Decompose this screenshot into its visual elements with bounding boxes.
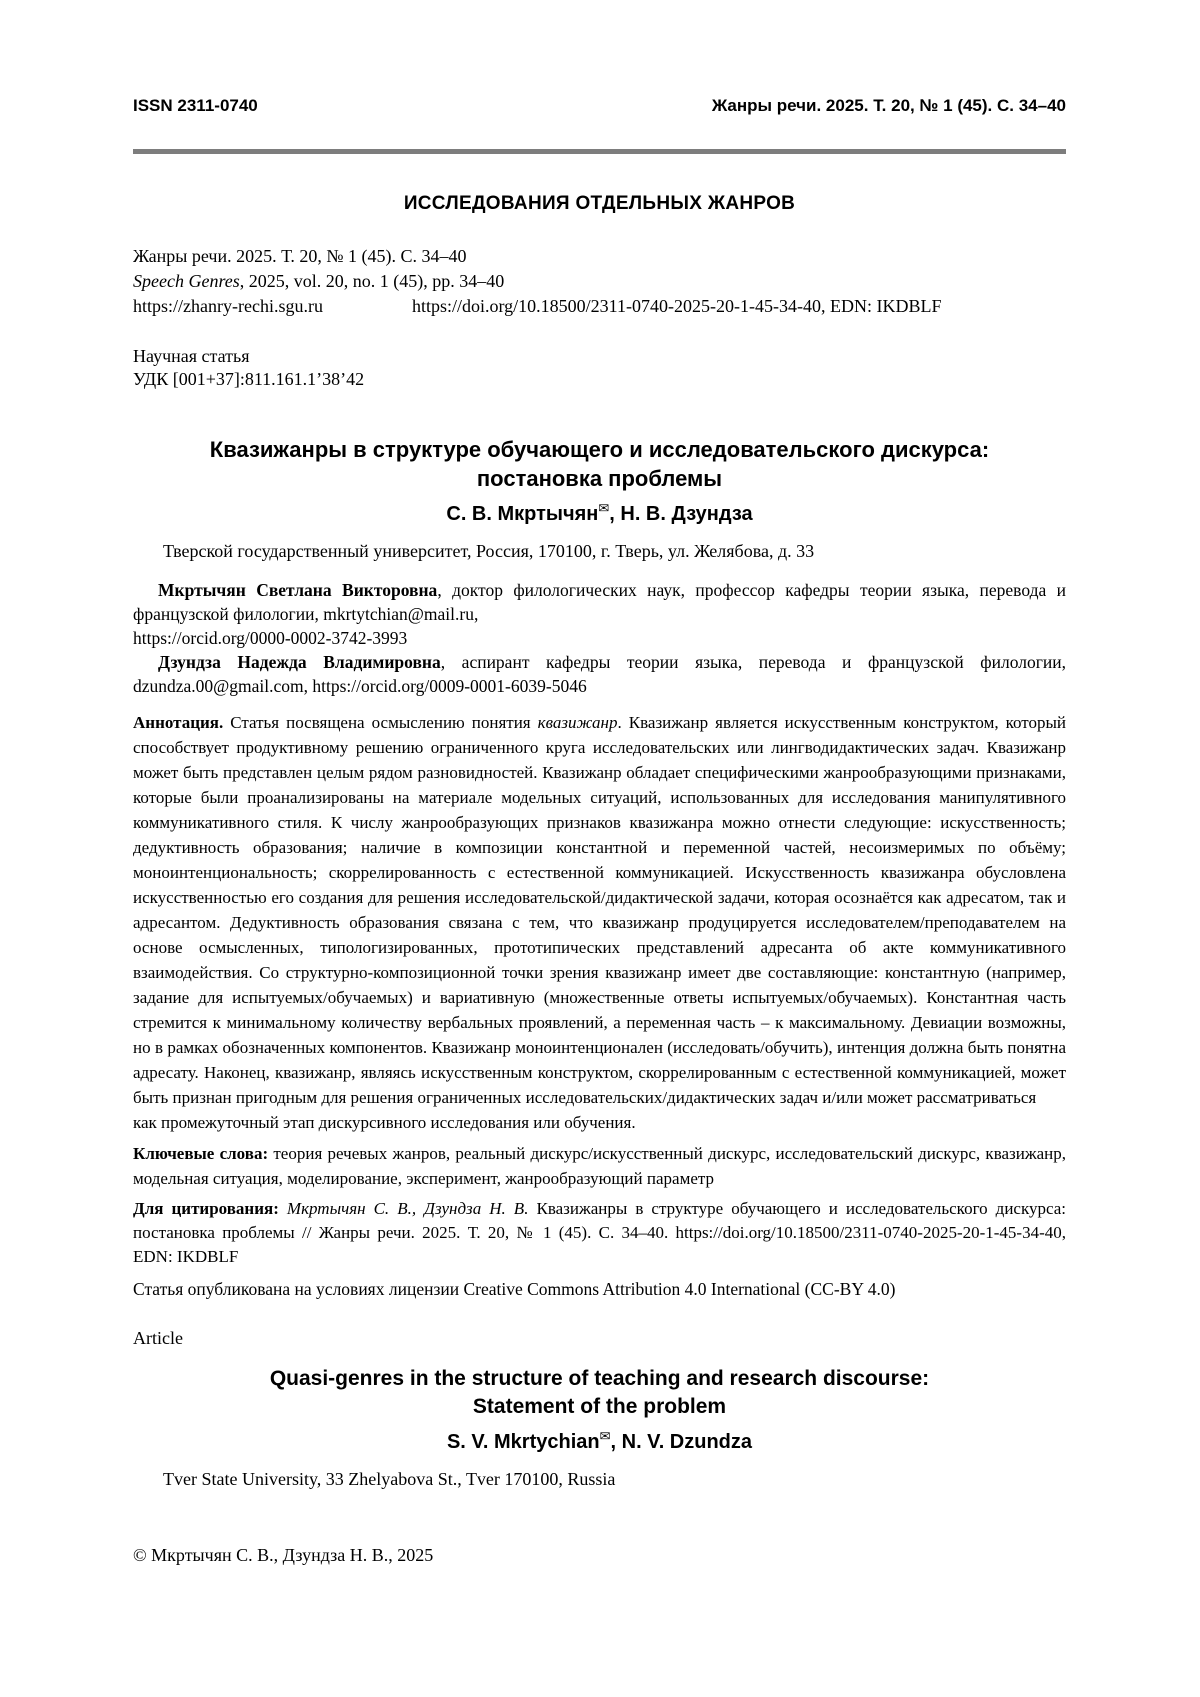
biblio-links xyxy=(133,294,1066,319)
author1-bio xyxy=(133,578,1066,650)
biblio-en-journal: Speech Genres xyxy=(133,271,240,291)
doi-edn: https://doi.org/10.18500/2311-0740-2025-20-1-45-34-40, EDN: IKDBLF xyxy=(412,296,942,316)
author1-bio-info: , доктор филологических наук, профессор кафедры теории языка, перевода и французской филологии, mkrtytchian@mail.ru, xyxy=(133,580,1067,624)
abstract-tail: как промежуточный этап дискурсивного исследования или обучения. xyxy=(133,1113,636,1132)
keywords-text: теория речевых жанров, реальный дискурс/искусственный дискурс, исследовательский дискурс, квазижанр, модельная ситуация, моделирование, эксперимент, жанрообразующий параметр xyxy=(133,1144,1066,1188)
email-icon: ✉ xyxy=(598,501,610,517)
for-citation xyxy=(133,1197,1066,1269)
author2-bio-name: Дзундза Надежда Владимировна xyxy=(158,652,441,672)
article-type-ru: Научная статья xyxy=(133,346,250,366)
author-ru-1: С. В. Мкртычян xyxy=(446,503,599,525)
article-title-ru-line1: Квазижанры в структуре обучающего и исследовательского дискурса: xyxy=(209,437,990,462)
article-authors-en xyxy=(133,1429,1066,1455)
authors-bio-block xyxy=(133,578,1066,698)
article-title-ru xyxy=(133,435,1066,493)
author-en-1: S. V. Mkrtychian xyxy=(446,1431,600,1453)
journal-ref: Жанры речи. 2025. Т. 20, № 1 (45). С. 34–40 xyxy=(711,96,1066,115)
biblio-ru-ref: Жанры речи. 2025. Т. 20, № 1 (45). С. 34–40 xyxy=(133,246,467,266)
email-icon: ✉ xyxy=(599,1429,611,1445)
author2-bio xyxy=(133,650,1066,698)
page-header xyxy=(133,96,1066,116)
article-type-en: Article xyxy=(133,1328,183,1348)
keywords-label: Ключевые слова: xyxy=(133,1144,269,1163)
affiliation-en: Tver State University, 33 Zhelyabova St., Tver 170100, Russia xyxy=(163,1469,616,1489)
article-title-ru-line2: постановка проблемы xyxy=(476,466,723,491)
journal-issn: ISSN 2311-0740 xyxy=(133,96,258,115)
author-ru-2: , Н. В. Дзундза xyxy=(609,503,753,525)
author1-orcid-url: https://orcid.org/0000-0002-3742-3993 xyxy=(133,628,408,648)
affiliation-ru: Тверской государственный университет, Россия, 170100, г. Тверь, ул. Желябова, д. 33 xyxy=(163,541,815,561)
author1-bio-name: Мкртычян Светлана Викторовна xyxy=(158,580,438,600)
for-citation-authors: Мкртычян С. В., Дзундза Н. В. xyxy=(286,1199,529,1218)
abstract xyxy=(133,710,1066,1135)
section-heading: ИССЛЕДОВАНИЯ ОТДЕЛЬНЫХ ЖАНРОВ xyxy=(403,193,796,214)
abstract-term: квазижанр xyxy=(537,713,618,732)
article-title-en xyxy=(133,1365,1066,1421)
abstract-label: Аннотация. xyxy=(133,713,224,732)
article-authors-ru xyxy=(133,501,1066,527)
header-rule xyxy=(133,149,1066,154)
for-citation-text: Квазижанры в структуре обучающего и исследовательского дискурса: постановка проблемы // Жанры речи. 2025. Т. 20, № 1 (45). С. 34–40. https://doi.org/10.18500/2311-0740-2025-20-1-45-34-40, EDN: IKDBLF xyxy=(133,1199,1067,1266)
author2-bio-info: , аспирант кафедры теории языка, перевода и французской филологии, dzundza.00@gmail.com, https://orcid.org/0009-0001-6039-5046 xyxy=(133,652,1066,696)
biblio-en-ref xyxy=(133,269,1066,294)
journal-site-url: https://zhanry-rechi.sgu.ru xyxy=(133,296,323,316)
author-en-2: , N. V. Dzundza xyxy=(610,1431,753,1453)
udc-number: УДК [001+37]:811.161.1’38’42 xyxy=(133,369,365,389)
copyright-note: © Мкртычян С. В., Дзундза Н. В., 2025 xyxy=(133,1545,434,1565)
biblio-en-rest: , 2025, vol. 20, no. 1 (45), pp. 34–40 xyxy=(239,271,505,291)
keywords xyxy=(133,1141,1066,1191)
abstract-body: . Квазижанр является искусственным конструктом, который способствует продуктивному решению ограниченного круга исследовательских или лингводидактических задач. Квазижанр может быть представлен целым рядом разновидностей. Квазижанр обладает специфическими жанрообразующими признаками, которые были проанализированы на материале модельных ситуаций, использованных для исследования манипулятивного коммуникативного стиля. К числу жанрообразующих признаков квазижанра можно отнести следующие: искусственность; дедуктивность образования; наличие в композиции константной и переменной частей, несоизмеримых по объёму; моноинтенциональность; скоррелированность с естественной коммуникацией. Искусственность квазижанра обусловлена искусственностью его создания для решения исследовательской/дидактической задачи, которая осознаётся как адресатом, так и адресантом. Дедуктивность образования связана с тем, что квазижанр продуцируется исследователем/преподавателем на основе осмысленных, типологизированных, прототипических представлений адресанта об акте коммуникативного взаимодействия. Со структурно-композиционной точки зрения квазижанр имеет две составляющие: константную (например, задание для испытуемых/обучаемых) и вариативную (множественные ответы испытуемых/обучаемых). Константная часть стремится к минимальному количеству вербальных проявлений, а переменная часть – к максимальному. Девиации возможны, но в рамках обозначенных компонентов. Квазижанр моноинтенционален (исследовать/обучить), интенция должна быть понятна адресату. Наконец, квазижанр, являясь искусственным конструктом, скоррелированным с естественной коммуникацией, может быть признан пригодным для решения ограниченных исследовательских/дидактических задач и/или может рассматриваться xyxy=(133,713,1066,1107)
license-note: Статья опубликована на условиях лицензии Creative Commons Attribution 4.0 International (CC-BY 4.0) xyxy=(133,1279,896,1299)
abstract-lead: Статья посвящена осмыслению понятия xyxy=(223,713,538,732)
article-title-en-line2: Statement of the problem xyxy=(472,1395,727,1418)
article-title-en-line1: Quasi-genres in the structure of teaching and research discourse: xyxy=(269,1367,930,1390)
biblio-block xyxy=(133,244,1066,319)
for-citation-label: Для цитирования: xyxy=(133,1199,287,1218)
